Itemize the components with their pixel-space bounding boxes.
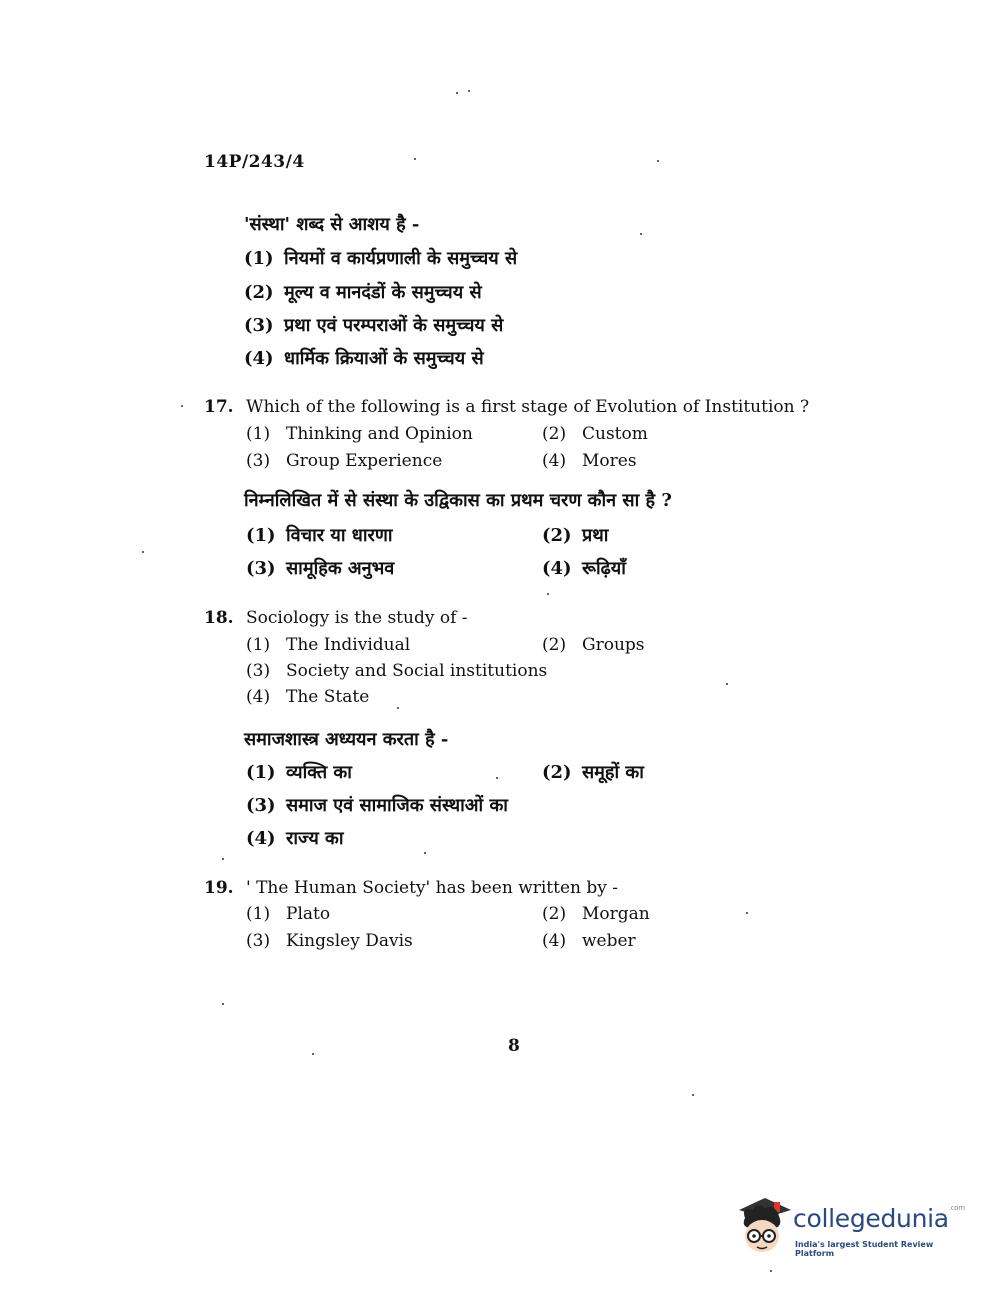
q18-option-4: (4) The State bbox=[246, 687, 370, 707]
q17-hi-option-2: (2) प्रथा bbox=[542, 525, 609, 546]
q18-option-1: (1) The Individual bbox=[246, 635, 411, 655]
q18-option-2: (2) Groups bbox=[542, 635, 645, 655]
scan-speck bbox=[692, 1094, 694, 1096]
watermark-name: collegedunia$^{.com}$ bbox=[793, 1204, 965, 1233]
q19-stem: ' The Human Society' has been written by - bbox=[246, 878, 619, 898]
q17-option-4: (4) Mores bbox=[542, 451, 637, 471]
scan-speck bbox=[770, 1270, 772, 1272]
scan-speck bbox=[424, 852, 426, 854]
scan-speck bbox=[496, 777, 498, 779]
scan-speck bbox=[640, 233, 642, 235]
q18-stem: Sociology is the study of - bbox=[246, 608, 468, 628]
scan-speck bbox=[468, 90, 470, 92]
q18-hi-option-4: (4) राज्य का bbox=[246, 828, 344, 849]
scan-speck bbox=[726, 683, 728, 685]
q17-option-3: (3) Group Experience bbox=[246, 451, 443, 471]
watermark-tagline: India's largest Student Review Platform bbox=[795, 1240, 934, 1258]
q16-hi-option: (1) नियमों व कार्यप्रणाली के समुच्चय से bbox=[244, 248, 518, 269]
q18-hi-option-1: (1) व्यक्ति का bbox=[246, 762, 352, 783]
scan-speck bbox=[142, 551, 144, 553]
q19-option-3: (3) Kingsley Davis bbox=[246, 931, 413, 951]
q18-hi-option-3: (3) समाज एवं सामाजिक संस्थाओं का bbox=[246, 795, 508, 816]
q18-option-3: (3) Society and Social institutions bbox=[246, 661, 548, 681]
scan-speck bbox=[397, 707, 399, 709]
q17-number: 17. bbox=[204, 397, 234, 417]
q18-number: 18. bbox=[204, 608, 234, 628]
paper-code: 14P/243/4 bbox=[204, 152, 305, 172]
scan-speck bbox=[222, 1003, 224, 1005]
q16-hi-stem: 'संस्था' शब्द से आशय है - bbox=[244, 214, 420, 235]
q18-hi-option-2: (2) समूहों का bbox=[542, 762, 644, 783]
q17-stem: Which of the following is a first stage of Evolution of Institution ? bbox=[246, 397, 810, 417]
scan-speck bbox=[181, 405, 183, 407]
q17-hi-stem: निम्नलिखित में से संस्था के उद्विकास का प्रथम चरण कौन सा है ? bbox=[244, 490, 672, 511]
scan-speck bbox=[456, 92, 458, 94]
scan-speck bbox=[547, 593, 549, 595]
q18-hi-stem: समाजशास्त्र अध्ययन करता है - bbox=[244, 729, 449, 750]
q17-option-2: (2) Custom bbox=[542, 424, 648, 444]
q19-option-4: (4) weber bbox=[542, 931, 636, 951]
q19-option-1: (1) Plato bbox=[246, 904, 331, 924]
scan-speck bbox=[746, 912, 748, 914]
q19-option-2: (2) Morgan bbox=[542, 904, 650, 924]
q19-number: 19. bbox=[204, 878, 234, 898]
page-number: 8 bbox=[508, 1036, 520, 1056]
q16-hi-option: (3) प्रथा एवं परम्पराओं के समुच्चय से bbox=[244, 315, 504, 336]
scan-speck bbox=[312, 1053, 314, 1055]
mascot-icon bbox=[735, 1196, 791, 1256]
q17-hi-option-1: (1) विचार या धारणा bbox=[246, 525, 393, 546]
scan-speck bbox=[657, 160, 659, 162]
scan-speck bbox=[414, 158, 416, 160]
q16-hi-option: (2) मूल्य व मानदंडों के समुच्चय से bbox=[244, 282, 482, 303]
q17-hi-option-4: (4) रूढ़ियाँ bbox=[542, 558, 626, 579]
collegedunia-watermark bbox=[735, 1196, 965, 1266]
scan-speck bbox=[222, 858, 224, 860]
q17-hi-option-3: (3) सामूहिक अनुभव bbox=[246, 558, 395, 579]
q16-hi-option: (4) धार्मिक क्रियाओं के समुच्चय से bbox=[244, 348, 484, 369]
q17-option-1: (1) Thinking and Opinion bbox=[246, 424, 473, 444]
